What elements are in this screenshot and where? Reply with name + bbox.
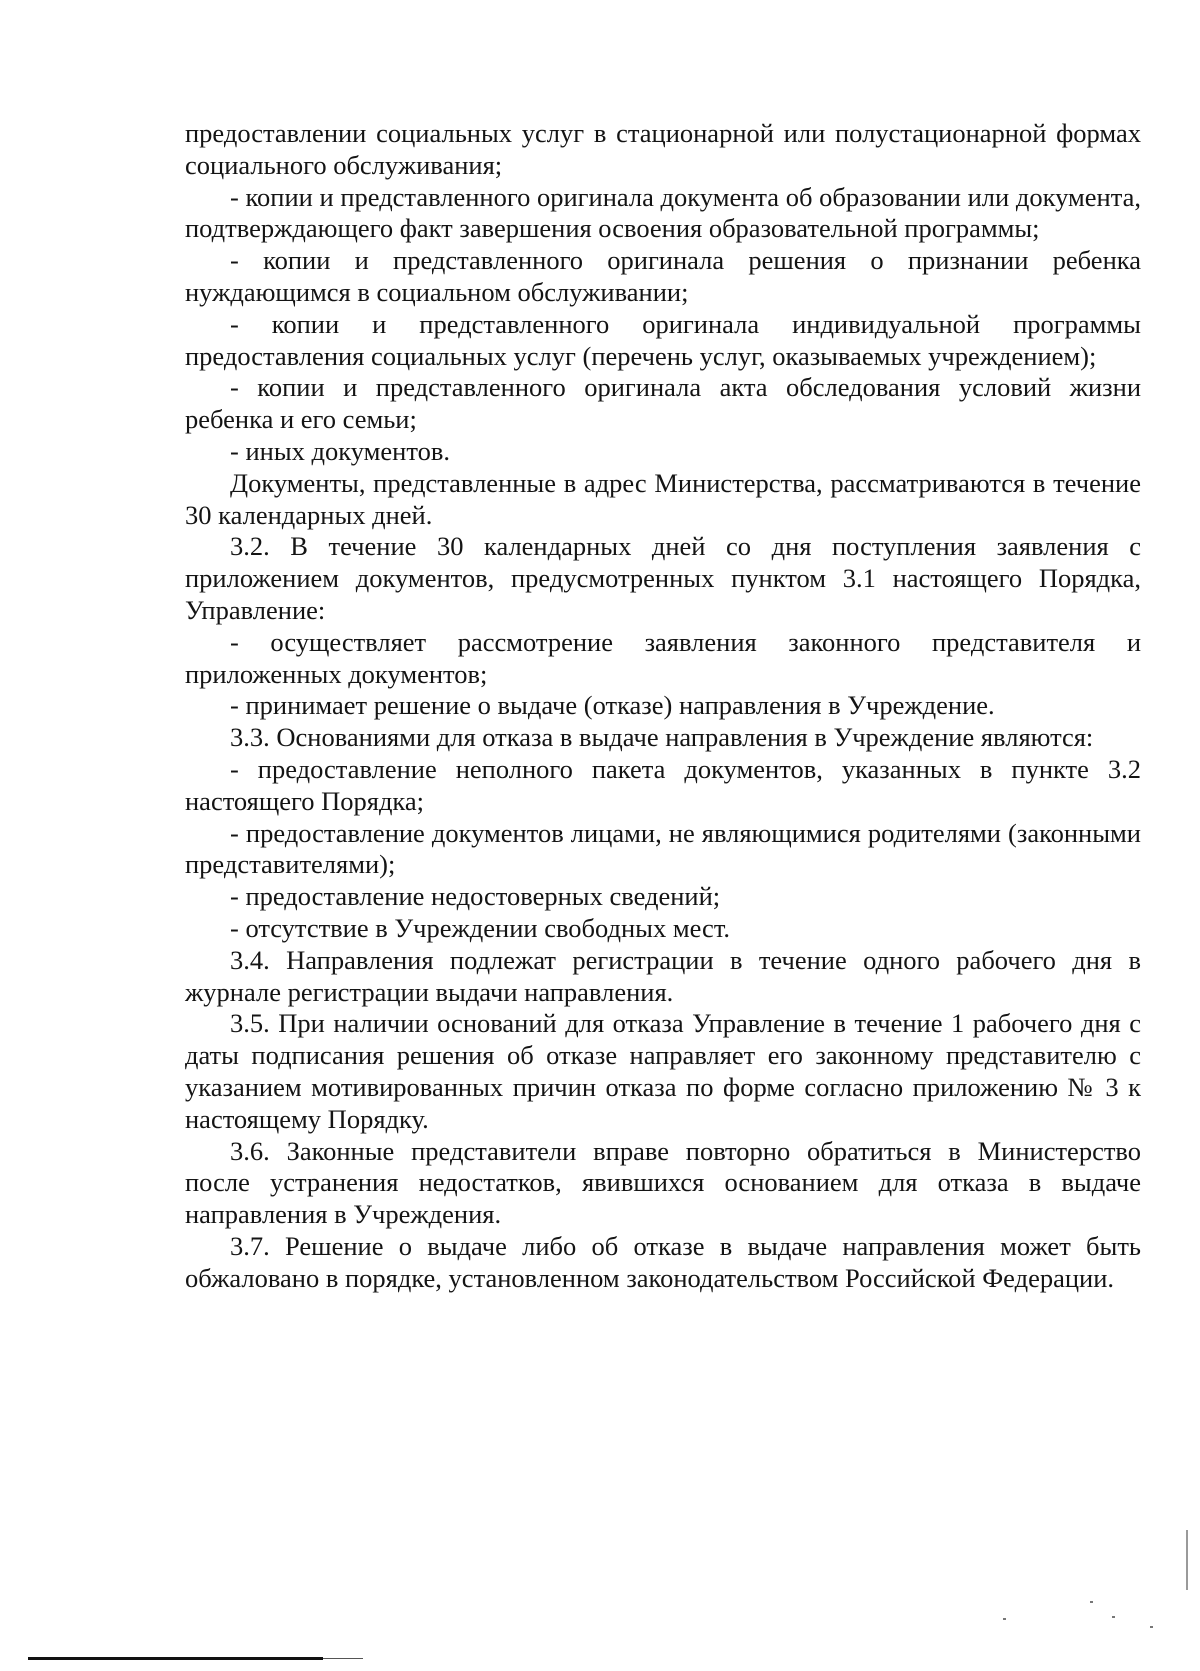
clause-3-5: 3.5. При наличии оснований для отказа Управление в течение 1 рабочего дня с даты подписания решения об отказе направляет его законному представителю с указанием мотивированных причин отказа по форме согласно приложению № 3 к настоящему Порядку. [185,1008,1141,1134]
clause-3-4: 3.4. Направления подлежат регистрации в течение одного рабочего дня в журнале регистрации выдачи направления. [185,944,1141,1007]
list-item-individual-program: - копии и представленного оригинала индивидуальной программы предоставления социальных услуг (перечень услуг, оказываемых учреждением); [185,308,1141,371]
list-item-non-parents: - предоставление документов лицами, не являющимися родителями (законными представителями); [185,817,1141,880]
list-item-review-application: - осуществляет рассмотрение заявления законного представителя и приложенных документов; [185,626,1141,689]
list-item-living-conditions-act: - копии и представленного оригинала акта обследования условий жизни ребенка и его семьи; [185,372,1141,435]
paragraph-review-period: Документы, представленные в адрес Министерства, рассматриваются в течение 30 календарных дней. [185,467,1141,530]
document-body [185,118,1141,1294]
list-item-false-info: - предоставление недостоверных сведений; [230,881,721,912]
paragraph-continuation: предоставлении социальных услуг в стационарной или полустационарной формах социального обслуживания; [185,118,1141,180]
footer-rule [28,1657,323,1660]
list-item-other-documents: - иных документов. [230,435,450,466]
list-item-need-decision: - копии и представленного оригинала решения о признании ребенка нуждающимся в социальном обслуживании; [185,245,1141,307]
scan-speck [1150,1626,1153,1628]
list-item-no-places: - отсутствие в Учреждении свободных мест. [230,912,731,943]
footer-rule-tail [323,1658,363,1659]
scan-margin-mark [1186,1530,1188,1590]
scan-speck [1003,1618,1006,1620]
list-item-incomplete-package: - предоставление неполного пакета документов, указанных в пункте 3.2 настоящего Порядка; [185,753,1141,816]
clause-3-3: 3.3. Основаниями для отказа в выдаче направления в Учреждение являются: [230,722,1094,753]
scan-speck [1112,1616,1115,1618]
list-item-education-document: - копии и представленного оригинала документа об образовании или документа, подтверждающего факт завершения освоения образовательной программы; [185,181,1141,244]
clause-3-7: 3.7. Решение о выдаче либо об отказе в выдаче направления может быть обжаловано в порядке, установленном законодательством Российской Федерации. [185,1230,1141,1293]
clause-3-6: 3.6. Законные представители вправе повторно обратиться в Министерство после устранения недостатков, явившихся основанием для отказа в выдаче направления в Учреждения. [185,1135,1141,1230]
clause-3-2: 3.2. В течение 30 календарных дней со дня поступления заявления с приложением документов, предусмотренных пунктом 3.1 настоящего Порядка, Управление: [185,531,1141,625]
scan-speck [1090,1601,1093,1603]
list-item-decision: - принимает решение о выдаче (отказе) направления в Учреждение. [230,690,995,721]
